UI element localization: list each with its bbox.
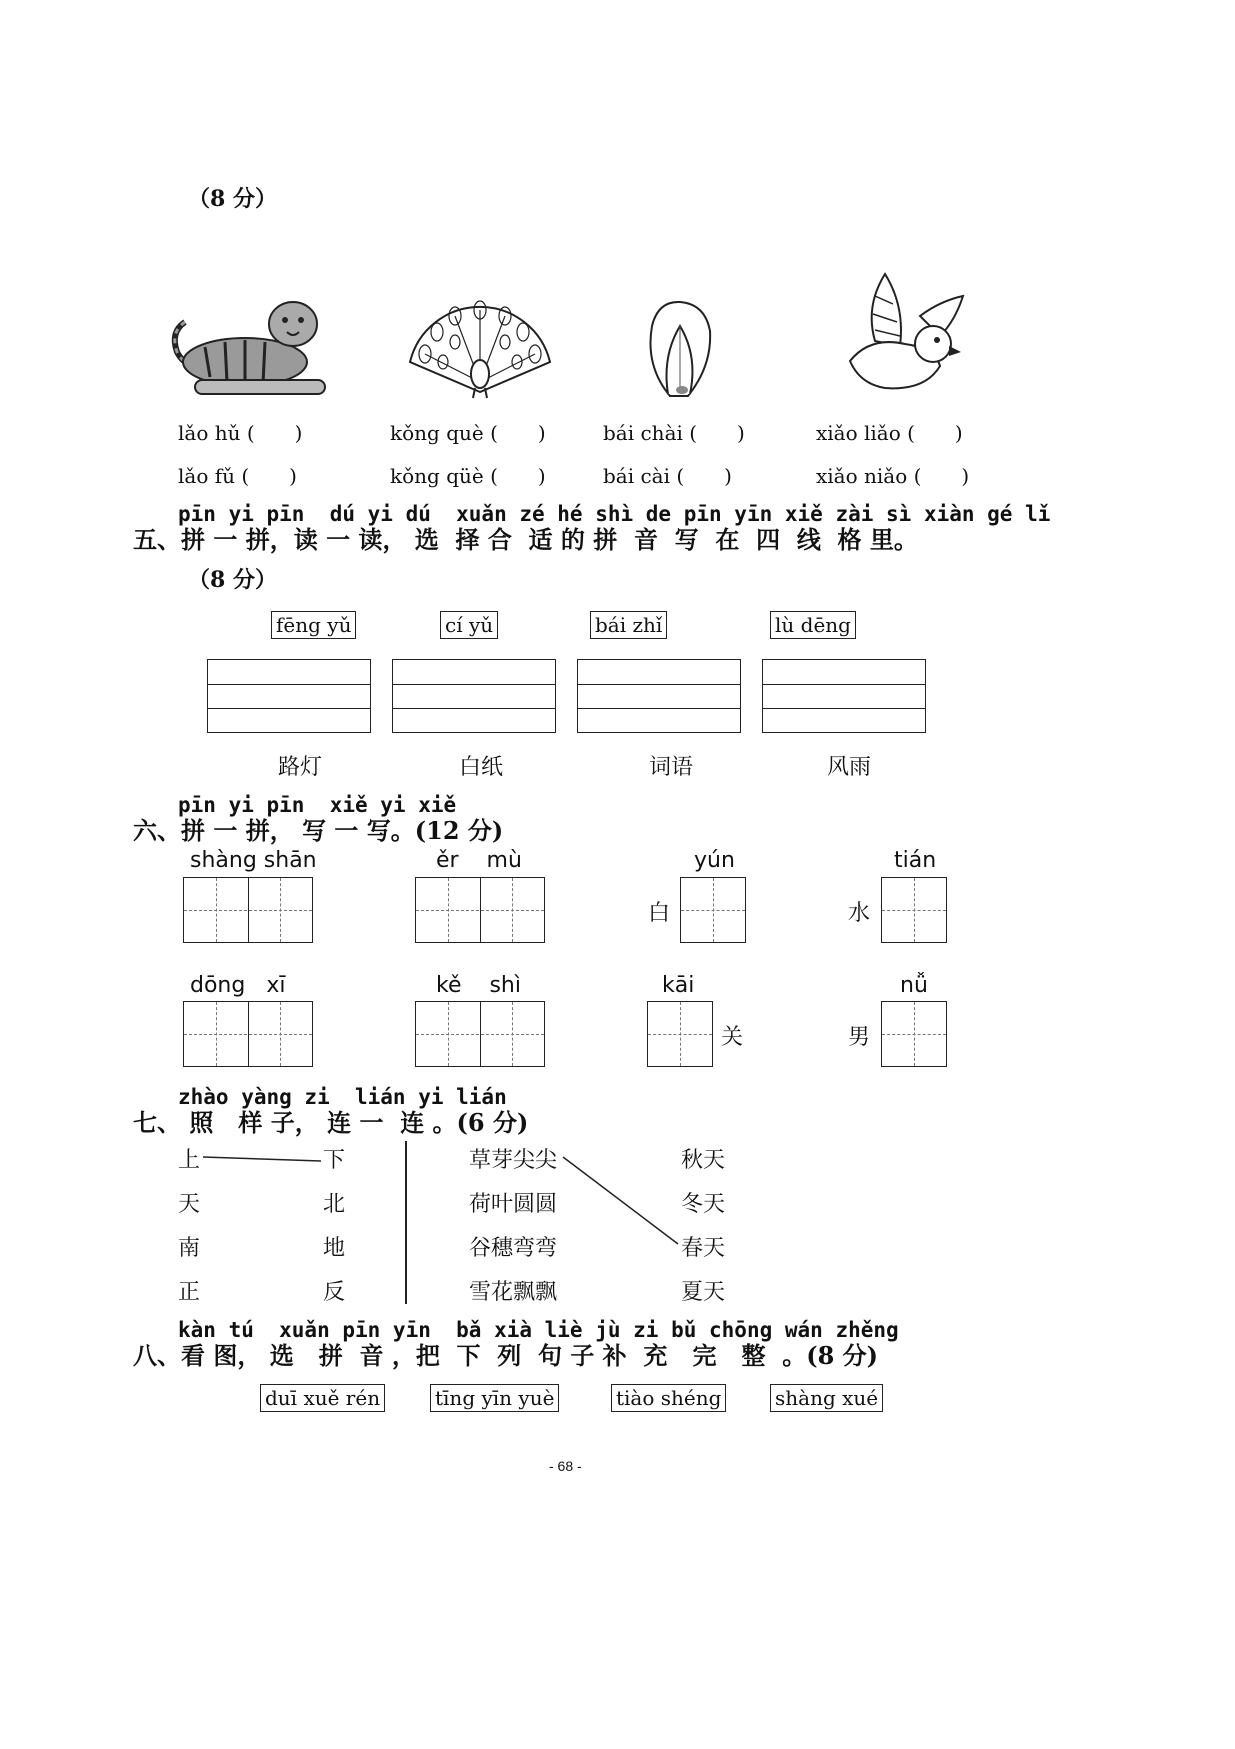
q7-left-a-3[interactable]: 南	[178, 1236, 201, 1261]
q7-right-b-2[interactable]: 冬天	[681, 1192, 726, 1217]
q7-left-b-4[interactable]: 反	[323, 1280, 346, 1305]
q8-pinyin: kàn tú xuǎn pīn yīn bǎ xià liè jù zi bǔ chōng wán zhěng	[178, 1318, 899, 1342]
q8-option-2: tīng yīn yuè	[430, 1384, 559, 1412]
q7-pinyin: zhào yàng zi lián yi lián	[178, 1085, 507, 1109]
q7-left-a-4[interactable]: 正	[178, 1280, 201, 1305]
q5-word-1: 路灯	[278, 755, 323, 780]
q5-option-3: bái zhǐ	[590, 611, 667, 639]
q8-option-1: duī xuě rén	[260, 1384, 385, 1412]
q5-word-2: 白纸	[459, 755, 504, 780]
q5-option-4: lù dēng	[770, 611, 856, 639]
q7-right-a-4[interactable]: 雪花飘飘	[469, 1280, 558, 1305]
q6-py-6: kě shì	[436, 973, 521, 998]
page-number: - 68 -	[549, 1458, 582, 1474]
q6-py-7: kāi	[662, 973, 695, 998]
q6-py-5: dōng xī	[190, 973, 286, 998]
q7-right-a-1[interactable]: 草芽尖尖	[469, 1148, 558, 1173]
choice-cabbage-1[interactable]: bái chài ( )	[603, 421, 745, 445]
q7-left-a-1[interactable]: 上	[178, 1148, 201, 1173]
choice-peacock-2[interactable]: kǒng qüè ( )	[390, 464, 546, 488]
choice-cabbage-2[interactable]: bái cài ( )	[603, 464, 732, 488]
q7-left-b-2[interactable]: 北	[323, 1192, 346, 1217]
sample-connector-line	[203, 1157, 321, 1161]
q6-pinyin: pīn yi pīn xiě yi xiě	[178, 793, 457, 817]
choice-tiger-2[interactable]: lǎo fǔ ( )	[178, 464, 297, 488]
q6-char-7: 关	[721, 1025, 744, 1050]
q6-py-3: yún	[694, 848, 735, 873]
q5-option-1: fēng yǔ	[271, 611, 356, 639]
q7-left-b-3[interactable]: 地	[323, 1236, 346, 1261]
q6-py-2: ěr mù	[436, 848, 522, 873]
q6-char-8: 男	[848, 1025, 871, 1050]
q5-option-2: cí yǔ	[440, 611, 498, 639]
choice-bird-2[interactable]: xiǎo niǎo ( )	[816, 464, 970, 488]
q5-pinyin: pīn yi pīn dú yi dú xuǎn zé hé shì de pīn yīn xiě zài sì xiàn gé lǐ	[178, 502, 1051, 526]
q6-char-4: 水	[848, 901, 871, 926]
q6-py-4: tián	[894, 848, 937, 873]
q5-title: 五、拼 一 拼，读 一 读， 选 择 合 适 的 拼 音 写 在 四 线 格 里。	[133, 525, 918, 554]
q7-right-b-1[interactable]: 秋天	[681, 1148, 726, 1173]
q6-char-3: 白	[648, 901, 671, 926]
q7-left-b-1[interactable]: 下	[323, 1148, 346, 1173]
q6-title: 六、拼 一 拼， 写 一 写。(12 分)	[133, 816, 504, 845]
q7-left-a-2[interactable]: 天	[178, 1192, 201, 1217]
q6-py-1: shàng shān	[190, 848, 317, 873]
q6-py-8: nǚ	[900, 973, 928, 998]
sample-connector-line-2	[563, 1157, 678, 1244]
q8-option-4: shàng xué	[770, 1384, 883, 1412]
choice-tiger-1[interactable]: lǎo hǔ ( )	[178, 421, 303, 445]
q5-word-3: 词语	[649, 755, 694, 780]
q8-option-3: tiào shéng	[611, 1384, 726, 1412]
q7-right-b-3[interactable]: 春天	[681, 1236, 726, 1261]
q7-right-a-2[interactable]: 荷叶圆圆	[469, 1192, 558, 1217]
q4-score: （8 分）	[188, 186, 277, 212]
choice-bird-1[interactable]: xiǎo liǎo ( )	[816, 421, 963, 445]
q7-right-a-3[interactable]: 谷穗弯弯	[469, 1236, 558, 1261]
q7-title: 七、 照 样 子， 连 一 连 。(6 分)	[133, 1108, 529, 1137]
q7-right-b-4[interactable]: 夏天	[681, 1280, 726, 1305]
q5-score: （8 分）	[188, 567, 277, 593]
q5-word-4: 风雨	[827, 755, 872, 780]
q8-title: 八、看 图， 选 拼 音 ，把 下 列 句 子 补 充 完 整 。(8 分)	[133, 1341, 879, 1370]
choice-peacock-1[interactable]: kǒng què ( )	[390, 421, 546, 445]
